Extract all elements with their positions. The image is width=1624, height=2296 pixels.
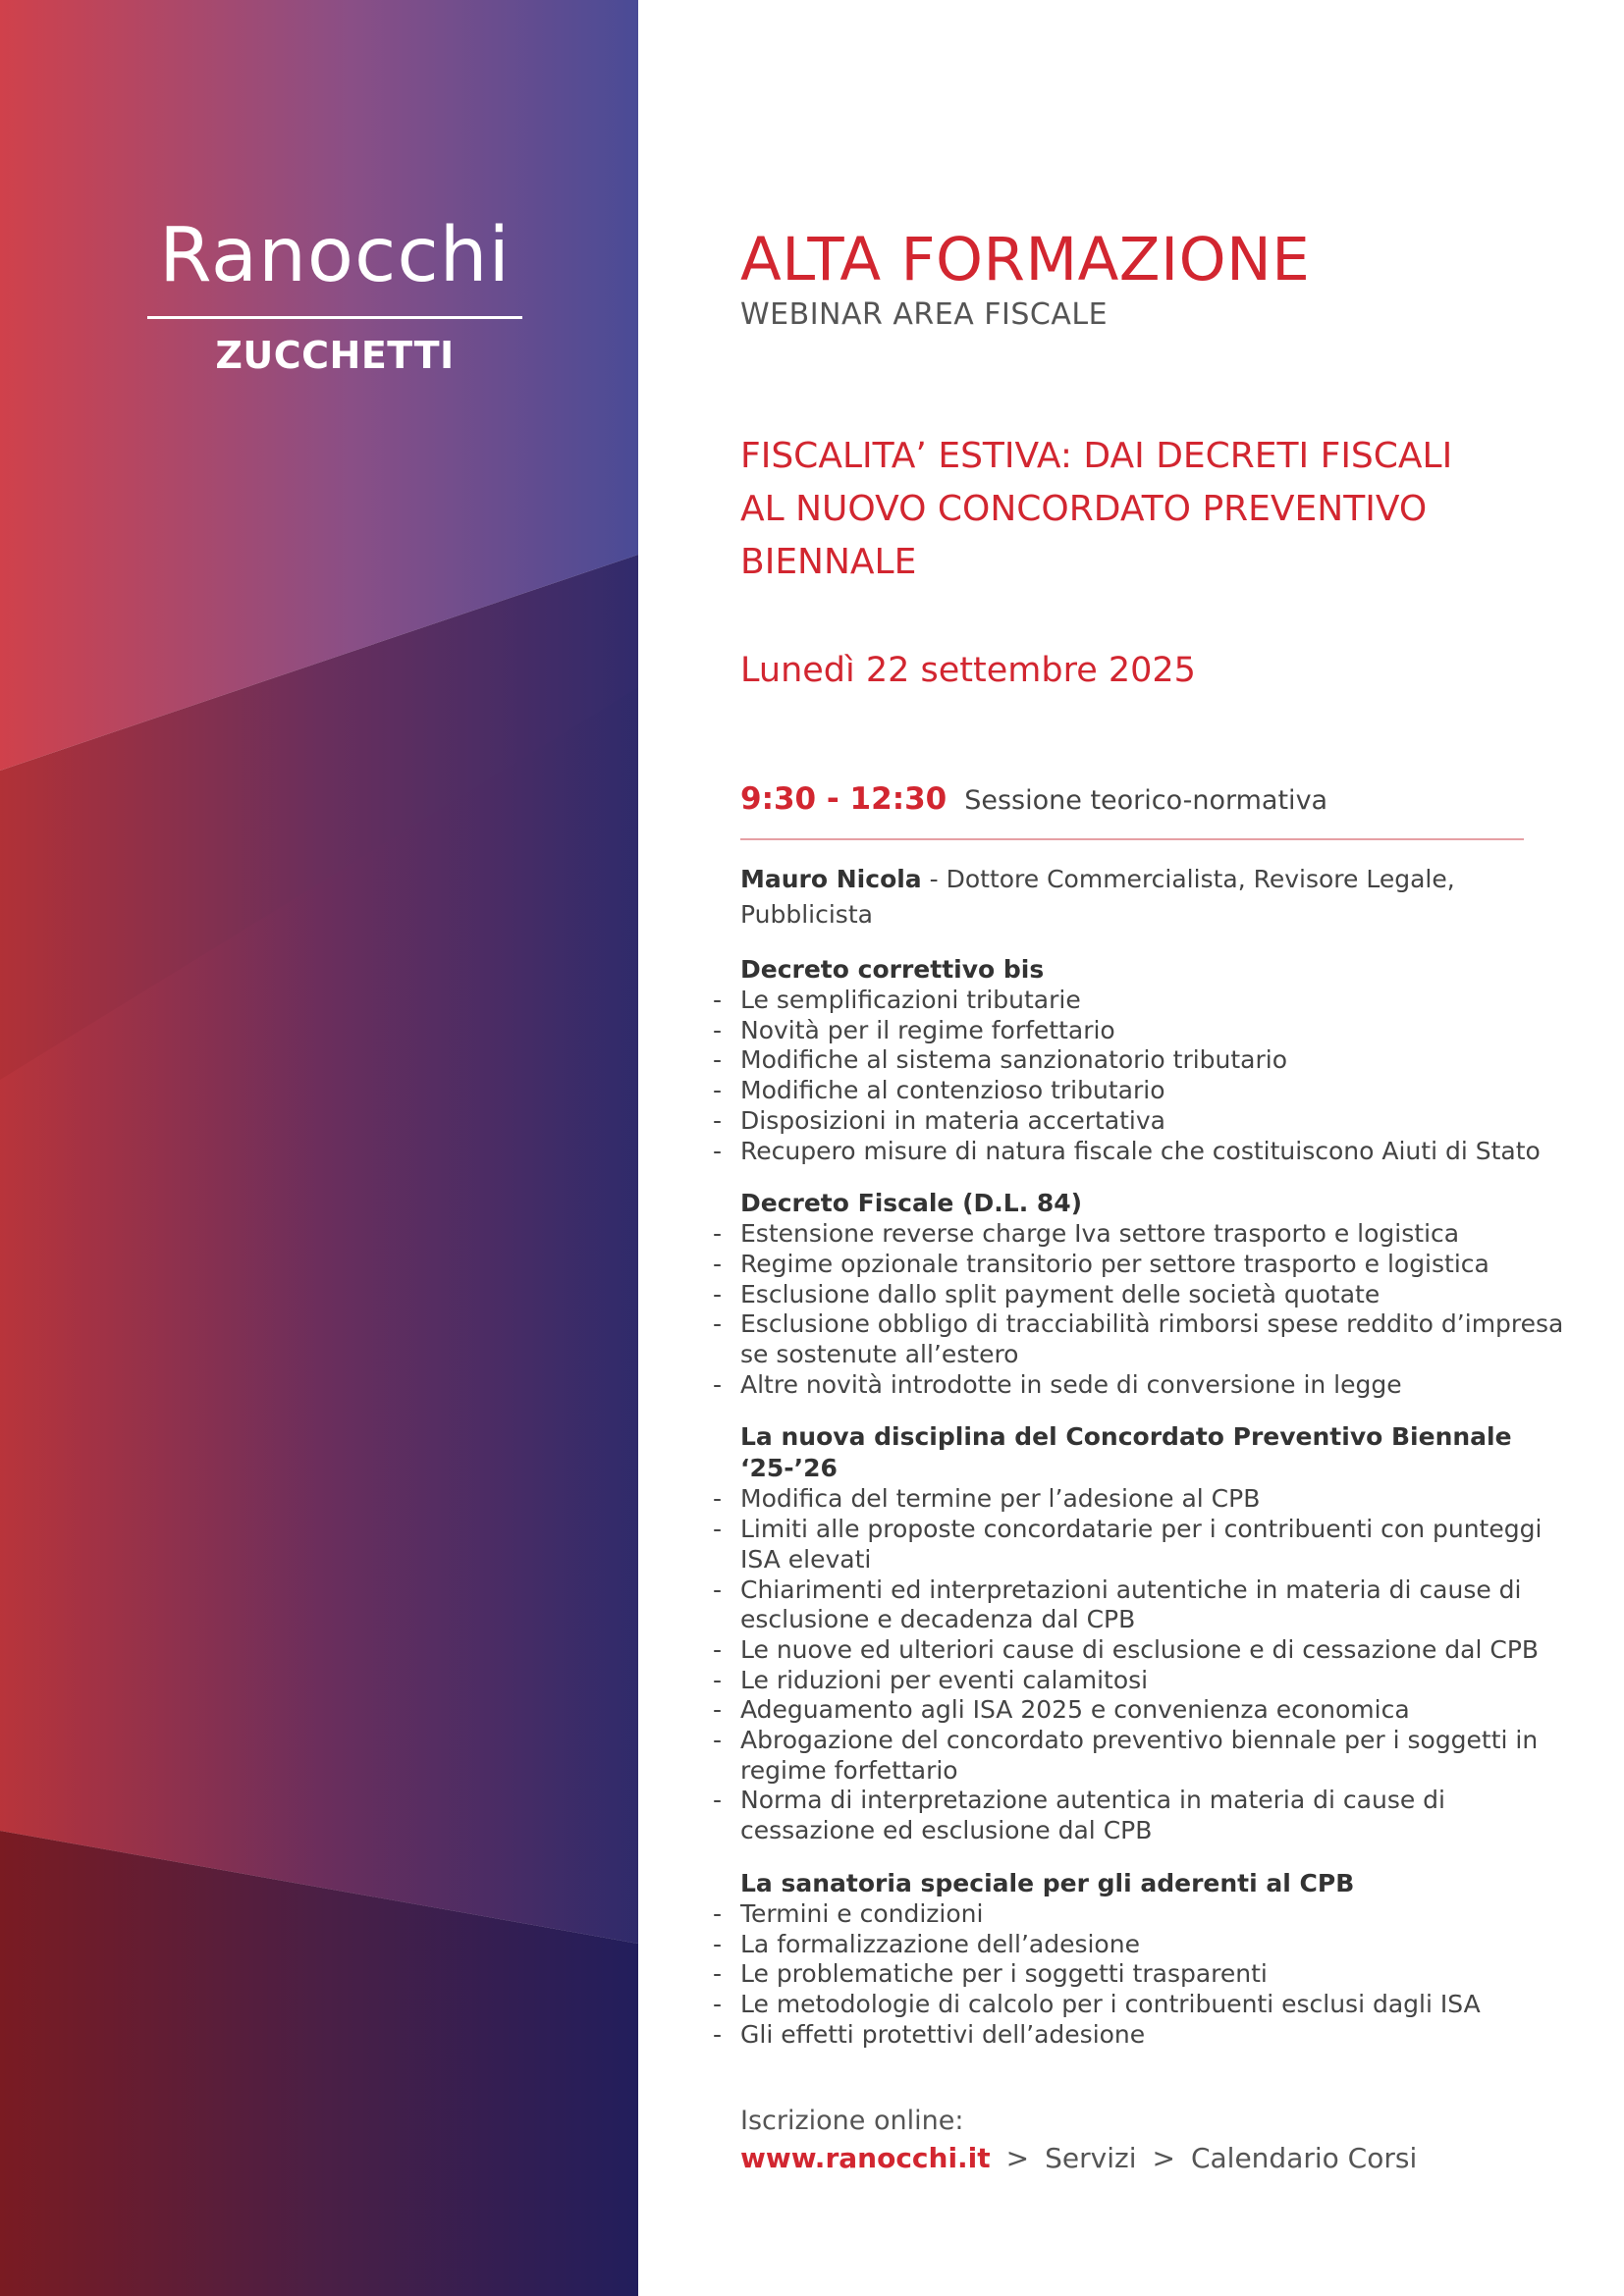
dash-bullet-icon: - bbox=[713, 1959, 723, 1989]
breadcrumb-calendario: Calendario Corsi bbox=[1190, 2142, 1418, 2175]
breadcrumb-separator: > bbox=[1152, 2142, 1175, 2175]
signup-block bbox=[740, 2103, 1565, 2177]
topic-item bbox=[713, 1929, 1565, 1960]
dash-bullet-icon: - bbox=[713, 1515, 723, 1544]
dash-bullet-icon: - bbox=[713, 1279, 723, 1308]
topic-title: Decreto correttivo bis bbox=[740, 955, 1045, 984]
dash-bullet-icon: - bbox=[713, 1015, 723, 1044]
topic-item-text: Norma di interpretazione autentica in materia di cause di cessazione ed esclusione dal CPB bbox=[740, 1786, 1445, 1845]
dash-bullet-icon: - bbox=[713, 1898, 723, 1928]
speaker-name: Mauro Nicola bbox=[740, 865, 922, 893]
dash-bullet-icon: - bbox=[713, 1309, 723, 1339]
topic-item-text: Novità per il regime forfettario bbox=[740, 1015, 1115, 1044]
brand-logo bbox=[147, 212, 522, 378]
topic-item bbox=[713, 1989, 1565, 2020]
topic-item bbox=[713, 1309, 1565, 1369]
topic-item-text: Abrogazione del concordato preventivo biennale per i soggetti in regime forfettario bbox=[740, 1726, 1539, 1785]
dash-bullet-icon: - bbox=[713, 1989, 723, 2018]
topic-item bbox=[713, 1898, 1565, 1930]
breadcrumb-servizi: Servizi bbox=[1045, 2142, 1137, 2175]
topic-item-text: Le problematiche per i soggetti trasparenti bbox=[740, 1959, 1268, 1989]
dash-bullet-icon: - bbox=[713, 986, 723, 1014]
topic-item bbox=[713, 1136, 1565, 1167]
topic-item bbox=[713, 1575, 1565, 1635]
content-column bbox=[713, 225, 1565, 2177]
signup-label: Iscrizione online: bbox=[740, 2106, 964, 2137]
logo-subtitle: ZUCCHETTI bbox=[215, 334, 455, 377]
dash-bullet-icon: - bbox=[713, 1219, 723, 1249]
breadcrumb-separator: > bbox=[1005, 2142, 1030, 2175]
topic-item-text: Altre novità introdotte in sede di conversione in legge bbox=[740, 1369, 1402, 1399]
topic-item bbox=[713, 1105, 1565, 1137]
dash-bullet-icon: - bbox=[713, 1045, 723, 1075]
logo-wordmark: Ranocchi bbox=[159, 212, 511, 299]
topic-section bbox=[713, 954, 1565, 1166]
dash-bullet-icon: - bbox=[713, 1369, 723, 1399]
dash-bullet-icon: - bbox=[713, 1249, 723, 1278]
topic-items bbox=[713, 1219, 1565, 1400]
topic-item-text: Estensione reverse charge Iva settore trasporto e logistica bbox=[740, 1219, 1460, 1249]
topic-section bbox=[713, 1188, 1565, 1400]
topic-item-text: Esclusione obbligo di tracciabilità rimborsi spese reddito d’impresa se sostenute all’estero bbox=[740, 1309, 1564, 1369]
topic-item bbox=[713, 986, 1565, 1016]
topic-item bbox=[713, 1695, 1565, 1726]
topic-list bbox=[713, 954, 1565, 2050]
topic-item bbox=[713, 1515, 1565, 1575]
topic-item bbox=[713, 1959, 1565, 1990]
topic-item bbox=[713, 1045, 1565, 1076]
topic-item-text: Gli effetti protettivi dell’adesione bbox=[740, 2019, 1146, 2049]
topic-title: Decreto Fiscale (D.L. 84) bbox=[740, 1189, 1083, 1218]
topic-item-text: Le nuove ed ulteriori cause di esclusione e di cessazione dal CPB bbox=[740, 1634, 1540, 1664]
dash-bullet-icon: - bbox=[713, 1929, 723, 1958]
topic-item bbox=[713, 2019, 1565, 2051]
topic-section bbox=[713, 1421, 1565, 1845]
topic-item bbox=[713, 1484, 1565, 1515]
page-subtitle: WEBINAR AREA FISCALE bbox=[740, 297, 1109, 332]
course-title-line: BIENNALE bbox=[740, 542, 917, 582]
course-title-line: FISCALITA’ ESTIVA: DAI DECRETI FISCALI bbox=[740, 436, 1453, 476]
session-header bbox=[740, 781, 1524, 840]
dash-bullet-icon: - bbox=[713, 1105, 723, 1135]
topic-item bbox=[713, 1249, 1565, 1280]
website-link[interactable]: www.ranocchi.it bbox=[740, 2142, 991, 2175]
topic-item bbox=[713, 1076, 1565, 1106]
dash-bullet-icon: - bbox=[713, 2019, 723, 2049]
topic-items bbox=[713, 1898, 1565, 2051]
topic-item bbox=[713, 1726, 1565, 1786]
topic-item bbox=[713, 1369, 1565, 1401]
signup-path bbox=[740, 2140, 1565, 2177]
topic-item-text: La formalizzazione dell’adesione bbox=[740, 1929, 1140, 1958]
topic-item bbox=[713, 1219, 1565, 1250]
topic-item-text: Modifica del termine per l’adesione al CPB bbox=[740, 1484, 1261, 1514]
topic-title: La nuova disciplina del Concordato Preventivo Biennale ‘25-’26 bbox=[740, 1422, 1512, 1483]
page-title: ALTA FORMAZIONE bbox=[740, 225, 1311, 294]
topic-item-text: Modifiche al contenzioso tributario bbox=[740, 1076, 1165, 1105]
course-title bbox=[740, 430, 1545, 589]
topic-item bbox=[713, 1015, 1565, 1046]
topic-item-text: Limiti alle proposte concordatarie per i contribuenti con punteggi ISA elevati bbox=[740, 1515, 1543, 1574]
topic-item bbox=[713, 1665, 1565, 1696]
logo-divider bbox=[147, 316, 522, 319]
topic-item-text: Le riduzioni per eventi calamitosi bbox=[740, 1665, 1149, 1694]
topic-item bbox=[713, 1634, 1565, 1666]
dash-bullet-icon: - bbox=[713, 1665, 723, 1694]
dash-bullet-icon: - bbox=[713, 1726, 723, 1755]
dash-bullet-icon: - bbox=[713, 1484, 723, 1514]
topic-items bbox=[713, 1484, 1565, 1845]
topic-item-text: Chiarimenti ed interpretazioni autentiche in materia di cause di esclusione e decadenza dal CPB bbox=[740, 1575, 1522, 1634]
topic-item-text: Le semplificazioni tributarie bbox=[740, 986, 1081, 1014]
course-title-line: AL NUOVO CONCORDATO PREVENTIVO bbox=[740, 489, 1428, 529]
side-banner bbox=[0, 0, 638, 2296]
topic-item bbox=[713, 1279, 1565, 1310]
speaker-role: - Dottore Commercialista, Revisore Legale, Pubblicista bbox=[740, 865, 1455, 929]
topic-section bbox=[713, 1868, 1565, 2051]
topic-item-text: Termini e condizioni bbox=[740, 1898, 984, 1928]
topic-item-text: Esclusione dallo split payment delle società quotate bbox=[740, 1279, 1380, 1308]
topic-item-text: Recupero misure di natura fiscale che costituiscono Aiuti di Stato bbox=[740, 1136, 1541, 1165]
topic-item-text: Regime opzionale transitorio per settore trasporto e logistica bbox=[740, 1249, 1489, 1278]
dash-bullet-icon: - bbox=[713, 1076, 723, 1105]
course-date: Lunedì 22 settembre 2025 bbox=[740, 651, 1196, 690]
topic-item-text: Modifiche al sistema sanzionatorio tributario bbox=[740, 1045, 1288, 1075]
dash-bullet-icon: - bbox=[713, 1575, 723, 1604]
dash-bullet-icon: - bbox=[713, 1695, 723, 1725]
dash-bullet-icon: - bbox=[713, 1634, 723, 1664]
dash-bullet-icon: - bbox=[713, 1786, 723, 1815]
speaker-info bbox=[740, 862, 1487, 933]
topic-item bbox=[713, 1786, 1565, 1845]
session-time: 9:30 - 12:30 bbox=[740, 781, 947, 817]
topic-item-text: Adeguamento agli ISA 2025 e convenienza economica bbox=[740, 1695, 1410, 1725]
topic-item-text: Disposizioni in materia accertativa bbox=[740, 1105, 1165, 1135]
topic-title: La sanatoria speciale per gli aderenti al CPB bbox=[740, 1868, 1355, 1897]
session-label: Sessione teorico-normativa bbox=[964, 785, 1328, 816]
topic-item-text: Le metodologie di calcolo per i contribuenti esclusi dagli ISA bbox=[740, 1989, 1481, 2018]
topic-items bbox=[713, 986, 1565, 1166]
dash-bullet-icon: - bbox=[713, 1136, 723, 1165]
